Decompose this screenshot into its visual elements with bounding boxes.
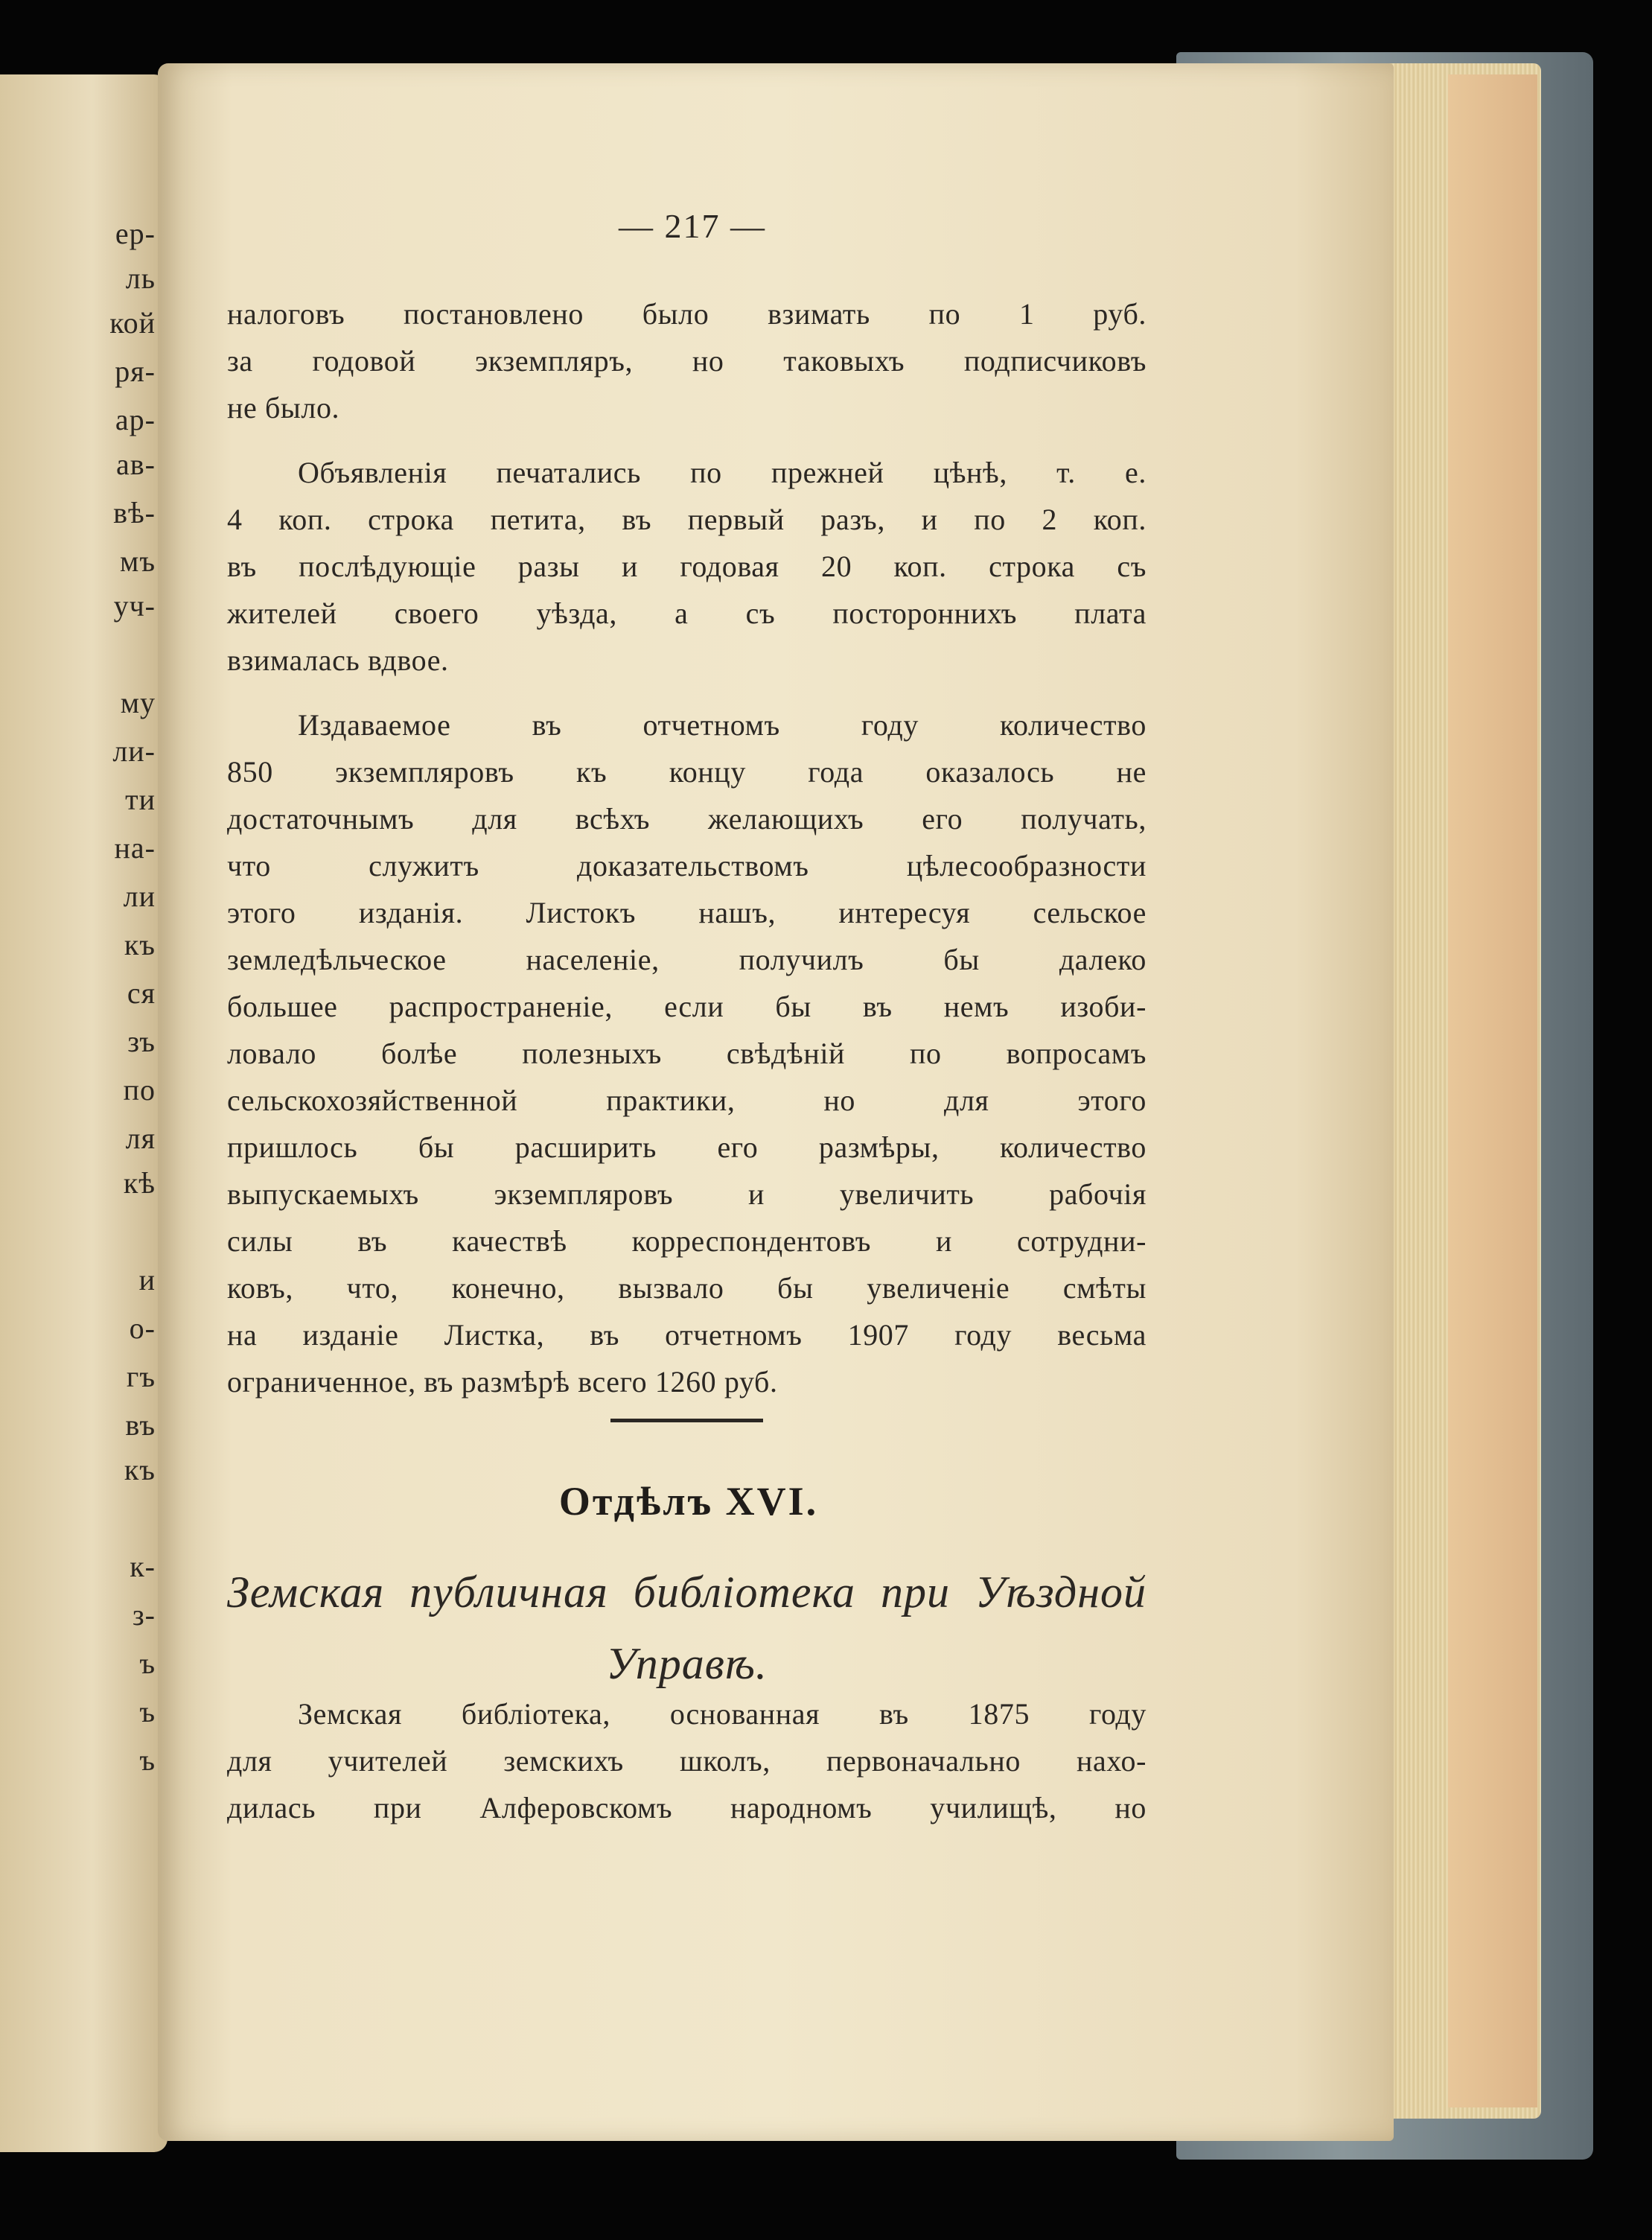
left-page-fragment: ли (123, 879, 156, 913)
text-line: силы въ качествѣ корреспондентовъ и сотрудни- (227, 1224, 1146, 1258)
left-page-fragment: по (123, 1073, 156, 1107)
left-page-fragment: въ (125, 1408, 156, 1442)
left-page-fragment: ся (127, 976, 156, 1010)
text-line: на изданіе Листка, въ отчетномъ 1907 году весьма (227, 1318, 1146, 1352)
text-line: достаточнымъ для всѣхъ желающихъ его получать, (227, 802, 1146, 836)
left-page-fragment: ря- (115, 354, 156, 388)
paragraph-2 (227, 449, 1146, 684)
left-page-fragment: му (120, 686, 156, 719)
text-line: сельскохозяйственной практики, но для этого (227, 1084, 1146, 1117)
left-page-fragment: уч- (113, 589, 156, 623)
left-page-fragment: на- (114, 831, 156, 865)
left-page-fragment: и (138, 1263, 156, 1296)
left-page-fragment: ъ (139, 1646, 156, 1680)
text-line: ловало болѣе полезныхъ свѣдѣній по вопросамъ (227, 1037, 1146, 1070)
text-line: ковъ, что, конечно, вызвало бы увеличеніе смѣты (227, 1271, 1146, 1305)
text-line: большее распространеніе, если бы въ немъ изоби- (227, 990, 1146, 1023)
section-divider (610, 1419, 763, 1422)
paragraph-4 (227, 1690, 1146, 1831)
left-page-fragment: къ (124, 1453, 156, 1486)
left-page-fragment: зъ (127, 1025, 156, 1058)
text-line: въ послѣдующіе разы и годовая 20 коп. строка съ (227, 550, 1146, 583)
text-line: 850 экземпляровъ къ концу года оказалось не (227, 755, 1146, 789)
subtitle-line: Земская публичная библіотека при Уѣздной (227, 1568, 1146, 1617)
body-text (227, 290, 1146, 1405)
left-page-fragment: ъ (139, 1695, 156, 1728)
text-line: земледѣльческое населеніе, получилъ бы далеко (227, 943, 1146, 976)
left-page-fragment: кѣ (123, 1166, 156, 1200)
paragraph-1 (227, 290, 1146, 431)
left-page-fragment: о- (129, 1311, 156, 1345)
text-line: Объявленія печатались по прежней цѣнѣ, т. е. (298, 456, 1146, 489)
text-line: ограниченное, въ размѣрѣ всего 1260 руб. (227, 1365, 778, 1399)
left-page-fragment: к- (130, 1550, 156, 1583)
text-line: Земская библіотека, основанная въ 1875 году (298, 1697, 1146, 1731)
text-line: за годовой экземпляръ, но таковыхъ подписчиковъ (227, 344, 1146, 378)
left-page-fragment: вѣ- (113, 496, 156, 529)
left-page-fragment: ар- (115, 403, 156, 436)
left-page-fragment: кой (109, 306, 156, 340)
left-page-fragment: гъ (126, 1360, 156, 1393)
text-line: для учителей земскихъ школъ, первоначально нахо- (227, 1744, 1146, 1778)
left-page-fragment: з- (132, 1598, 156, 1632)
left-page-fragment: мъ (120, 544, 156, 578)
page-edge-shade (1448, 74, 1537, 2107)
text-line: что служитъ доказательствомъ цѣлесообразности (227, 849, 1146, 882)
left-page-fragment: къ (124, 928, 156, 961)
left-page-fragment: ля (125, 1121, 156, 1155)
text-line: налоговъ постановлено было взимать по 1 руб. (227, 297, 1146, 331)
text-line: не было. (227, 391, 340, 424)
text-line: пришлось бы расширить его размѣры, количество (227, 1130, 1146, 1164)
text-line: Издаваемое въ отчетномъ году количество (298, 708, 1146, 742)
left-page-fragment: ав- (116, 448, 156, 481)
page-number: — 217 — (619, 207, 766, 245)
left-page-fragment: ер- (115, 217, 156, 250)
left-page-fragment: ль (125, 261, 156, 295)
left-page-fragment: ли- (112, 734, 156, 768)
left-page-fragment: ти (125, 783, 156, 816)
left-page-fragment: ъ (139, 1743, 156, 1777)
text-line: этого изданія. Листокъ нашъ, интересуя сельское (227, 896, 1146, 929)
section-title: Отдѣлъ XVI. (558, 1479, 819, 1524)
text-line: выпускаемыхъ экземпляровъ и увеличить рабочія (227, 1177, 1146, 1211)
text-line: взималась вдвое. (227, 643, 449, 677)
section-subtitle (227, 1556, 1146, 1699)
text-line: дилась при Алферовскомъ народномъ училищѣ, но (227, 1791, 1146, 1824)
text-line: 4 коп. строка петита, въ первый разъ, и по 2 коп. (227, 503, 1146, 536)
subtitle-line: Управѣ. (606, 1639, 768, 1688)
text-line: жителей своего уѣзда, а съ постороннихъ плата (227, 596, 1146, 630)
left-facing-page (0, 74, 168, 2152)
paragraph-3 (227, 701, 1146, 1405)
